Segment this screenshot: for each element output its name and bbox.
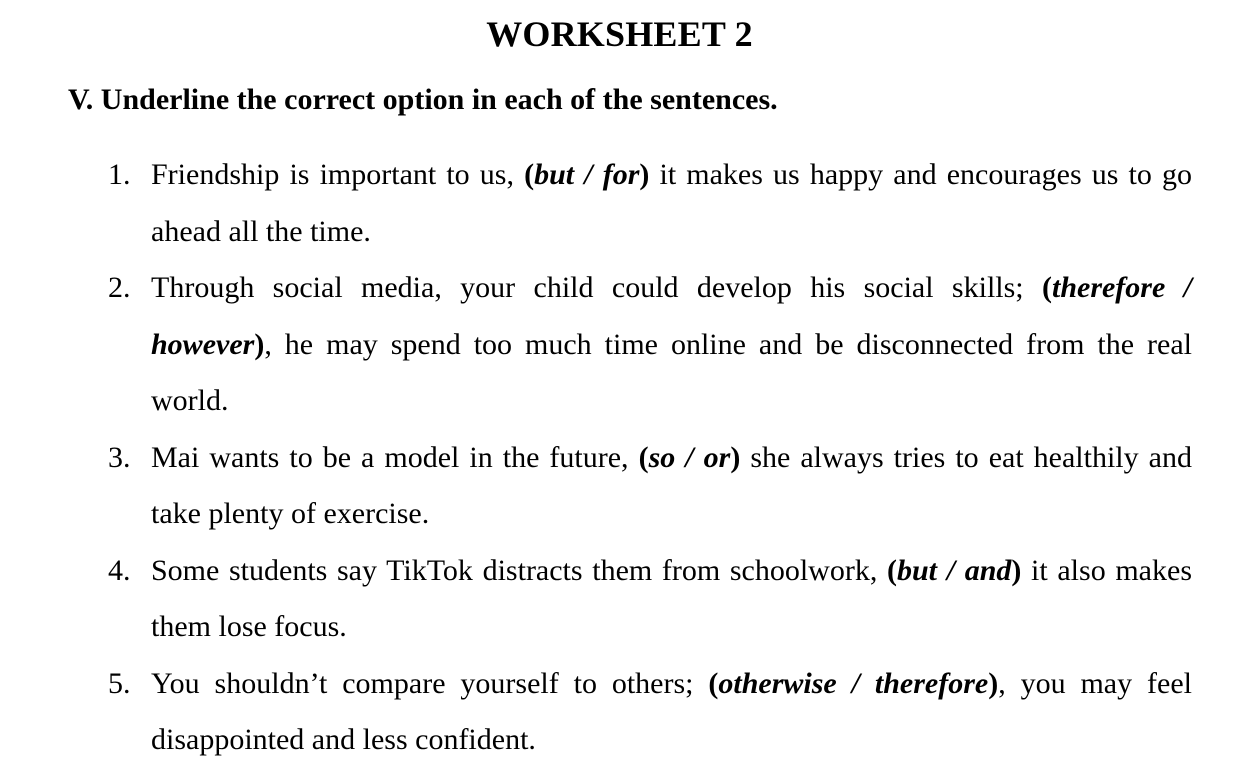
sentence-before: Some students say TikTok distracts them from schoolwork, <box>151 553 887 587</box>
sentence-text <box>151 260 1192 430</box>
sentence-before: Mai wants to be a model in the future, <box>151 440 639 474</box>
option-a[interactable]: therefore <box>1051 271 1166 304</box>
option-b[interactable]: however <box>151 327 255 361</box>
option-a[interactable]: so <box>648 440 676 474</box>
option-a[interactable]: but <box>534 158 575 191</box>
sentence-list <box>0 147 1239 769</box>
sentence-text <box>151 656 1192 769</box>
item-number: 1. <box>108 158 131 191</box>
option-separator: / <box>574 158 603 191</box>
option-separator: / <box>1165 271 1192 304</box>
page-title: WORKSHEET 2 <box>486 14 753 54</box>
sentence-after: , you may feel disappointed and less confident. <box>151 666 1192 756</box>
option-group: (so / or) <box>638 440 741 474</box>
option-separator: / <box>836 666 875 700</box>
option-separator: / <box>937 553 965 587</box>
exercise-instruction: V. Underline the correct option in each of the sentences. <box>68 83 778 116</box>
sentence-after: it also makes them lose focus. <box>151 553 1192 643</box>
sentence-text <box>151 430 1192 543</box>
option-group: (but / and) <box>887 553 1022 587</box>
sentence-text <box>151 147 1192 260</box>
sentence-before: You shouldn’t compare yourself to others; <box>151 666 709 700</box>
item-number: 5. <box>108 666 131 700</box>
item-number: 2. <box>108 271 131 304</box>
option-a[interactable]: otherwise <box>718 666 837 700</box>
option-group: (therefore / however) <box>151 271 1192 361</box>
list-item <box>0 147 1239 260</box>
option-b[interactable]: therefore <box>874 666 989 700</box>
option-b[interactable]: and <box>964 553 1012 587</box>
option-b[interactable]: for <box>602 158 640 191</box>
item-number: 4. <box>108 553 131 587</box>
option-group: (otherwise / therefore) <box>708 666 999 700</box>
sentence-before: Friendship is important to us, <box>151 158 525 191</box>
list-item <box>0 430 1239 543</box>
sentence-after: it makes us happy and encourages us to go ahead all the time. <box>151 158 1192 248</box>
list-item <box>0 543 1239 656</box>
option-b[interactable]: or <box>703 440 731 474</box>
sentence-text <box>151 543 1192 656</box>
option-group: (but / for) <box>524 158 650 191</box>
option-a[interactable]: but <box>897 553 938 587</box>
sentence-after: , he may spend too much time online and be disconnected from the real world. <box>151 327 1192 417</box>
list-item <box>0 260 1239 430</box>
sentence-after: she always tries to eat healthily and take plenty of exercise. <box>151 440 1192 530</box>
option-separator: / <box>675 440 704 474</box>
item-number: 3. <box>108 440 131 474</box>
list-item <box>0 656 1239 769</box>
sentence-before: Through social media, your child could develop his social skills; <box>151 271 1042 304</box>
